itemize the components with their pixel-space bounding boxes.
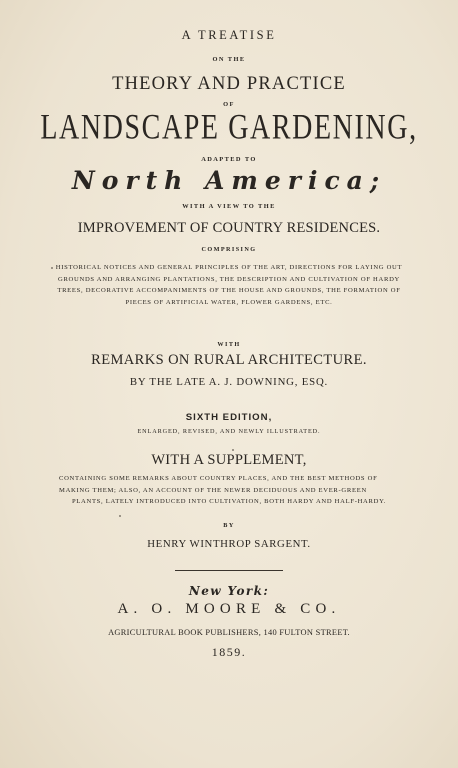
- title-line-with-a-supplement: WITH A SUPPLEMENT,: [151, 452, 307, 468]
- title-line-enlarged-revised: ENLARGED, REVISED, AND NEWLY ILLUSTRATED.: [137, 428, 321, 435]
- supplement-paragraph: CONTAINING SOME REMARKS ABOUT COUNTRY PLACES, AND THE BEST METHODS OF MAKING THEM; ALSO, AN ACCOUNT OF THE NEWER DECIDUOUS AND EVER-GREEN PLANTS, LATELY INTRODUCED INTO CULTIVATION, BOTH HARDY AND HALF-HARDY.: [59, 475, 387, 506]
- title-line-new-york: New York:: [188, 584, 270, 598]
- title-line-by: BY: [223, 522, 235, 529]
- title-line-on-the: ON THE: [212, 56, 246, 63]
- ink-speck: [232, 449, 234, 451]
- title-line-adapted-to: ADAPTED TO: [201, 156, 257, 163]
- ink-speck: [51, 267, 53, 269]
- title-line-with-a-view: WITH A VIEW TO THE: [182, 203, 276, 210]
- divider-rule: [175, 570, 283, 571]
- title-line-improvement: IMPROVEMENT OF COUNTRY RESIDENCES.: [77, 220, 381, 236]
- publisher-address: AGRICULTURAL BOOK PUBLISHERS, 140 FULTON STREET.: [108, 628, 350, 637]
- publication-year: 1859.: [211, 645, 247, 659]
- title-line-henry-winthrop-sargent: HENRY WINTHROP SARGENT.: [147, 538, 311, 550]
- title-line-sixth-edition: SIXTH EDITION,: [185, 412, 273, 423]
- title-line-north-america: North America;: [71, 166, 387, 195]
- title-line-of: OF: [223, 101, 235, 108]
- ink-speck: [119, 515, 121, 517]
- title-line-landscape-gardening: LANDSCAPE GARDENING,: [40, 108, 418, 148]
- comprising-paragraph: HISTORICAL NOTICES AND GENERAL PRINCIPLES OF THE ART, DIRECTIONS FOR LAYING OUT GROUNDS AND ARRANGING PLANTATIONS, THE DESCRIPTION AND CULTIVATION OF HARDY TREES, DECORATIVE ACCOMPANIMENTS OF THE HOUSE AND GROUNDS, THE FORMATION OF PIECES OF ARTIFICIAL WATER, FLOWER GARDENS, ETC.: [55, 264, 403, 306]
- title-line-with: WITH: [217, 341, 241, 348]
- title-line-a-treatise: A TREATISE: [181, 28, 277, 42]
- title-line-remarks-rural-architecture: REMARKS ON RURAL ARCHITECTURE.: [91, 352, 367, 368]
- publisher-name: A. O. MOORE & CO.: [117, 601, 341, 617]
- title-line-author: BY THE LATE A. J. DOWNING, ESQ.: [129, 376, 329, 388]
- title-line-comprising: COMPRISING: [201, 246, 257, 253]
- title-line-theory-and-practice: THEORY AND PRACTICE: [112, 74, 346, 94]
